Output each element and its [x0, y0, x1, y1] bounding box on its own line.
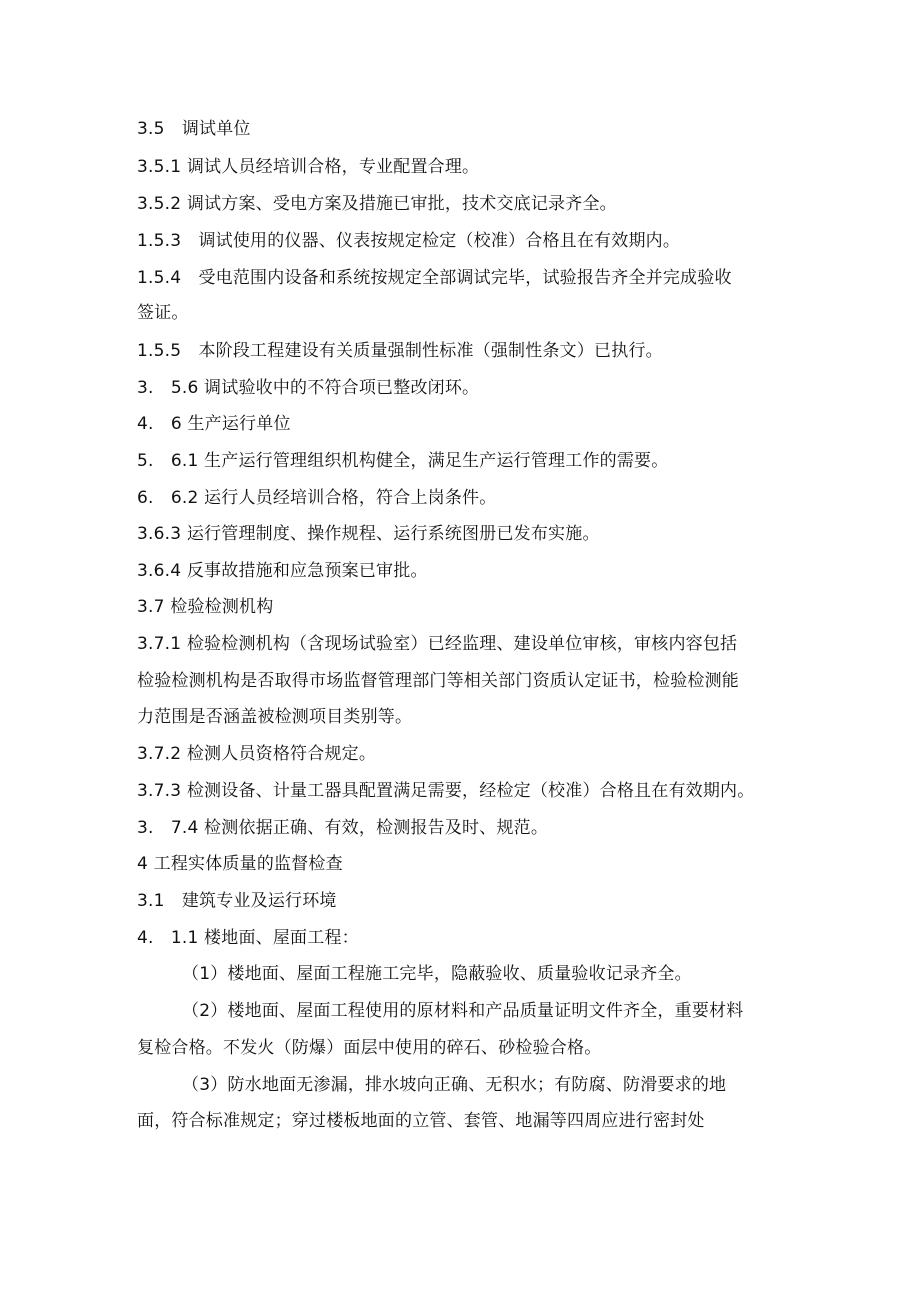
list-item: （2）楼地面、屋面工程使用的原材料和产品质量证明文件齐全，重要材料 — [182, 1001, 744, 1021]
section-heading: 3.7 检验检测机构 — [137, 597, 274, 617]
list-item: （1）楼地面、屋面工程施工完毕，隐蔽验收、质量验收记录齐全。 — [182, 964, 692, 984]
paragraph-line: 复检合格。不发火（防爆）面层中使用的碎石、砂检验合格。 — [137, 1038, 602, 1058]
paragraph-line: 1.5.4 受电范围内设备和系统按规定全部调试完毕，试验报告齐全并完成验收 — [137, 268, 732, 288]
paragraph-line: 3. 7.4 检测依据正确、有效，检测报告及时、规范。 — [137, 818, 549, 838]
paragraph-line: 1.5.5 本阶段工程建设有关质量强制性标准（强制性条文）已执行。 — [137, 341, 663, 361]
paragraph-line: 3.7.2 检测人员资格符合规定。 — [137, 744, 377, 764]
section-heading: 3.5 调试单位 — [137, 119, 251, 139]
paragraph-line: 5. 6.1 生产运行管理组织机构健全，满足生产运行管理工作的需要。 — [137, 451, 669, 471]
section-heading: 4. 6 生产运行单位 — [137, 414, 291, 434]
paragraph-line: 检验检测机构是否取得市场监督管理部门等相关部门资质认定证书，检验检测能 — [137, 671, 739, 691]
subsection-heading: 4. 1.1 楼地面、屋面工程： — [137, 928, 359, 948]
paragraph-line: 3. 5.6 调试验收中的不符合项已整改闭环。 — [137, 378, 480, 398]
section-heading: 3.1 建筑专业及运行环境 — [137, 891, 337, 911]
paragraph-line: 3.7.3 检测设备、计量工器具配置满足需要，经检定（校准）合格且在有效期内。 — [137, 781, 755, 801]
paragraph-line: 面，符合标准规定；穿过楼板地面的立管、套管、地漏等四周应进行密封处 — [137, 1111, 705, 1131]
paragraph-line: 3.5.1 调试人员经培训合格，专业配置合理。 — [137, 157, 480, 177]
list-item: （3）防水地面无渗漏，排水坡向正确、无积水；有防腐、防滑要求的地 — [182, 1075, 727, 1095]
paragraph-line: 1.5.3 调试使用的仪器、仪表按规定检定（校准）合格且在有效期内。 — [137, 231, 681, 251]
paragraph-line: 3.5.2 调试方案、受电方案及措施已审批，技术交底记录齐全。 — [137, 194, 617, 214]
paragraph-line: 6. 6.2 运行人员经培训合格，符合上岗条件。 — [137, 488, 497, 508]
paragraph-line: 3.7.1 检验检测机构（含现场试验室）已经监理、建设单位审核，审核内容包括 — [137, 634, 738, 654]
paragraph-line: 力范围是否涵盖被检测项目类别等。 — [137, 707, 413, 727]
paragraph-line: 3.6.4 反事故措施和应急预案已审批。 — [137, 561, 428, 581]
chapter-heading: 4 工程实体质量的监督检查 — [137, 854, 343, 874]
paragraph-line: 3.6.3 运行管理制度、操作规程、运行系统图册已发布实施。 — [137, 524, 600, 544]
paragraph-line: 签证。 — [137, 303, 189, 323]
